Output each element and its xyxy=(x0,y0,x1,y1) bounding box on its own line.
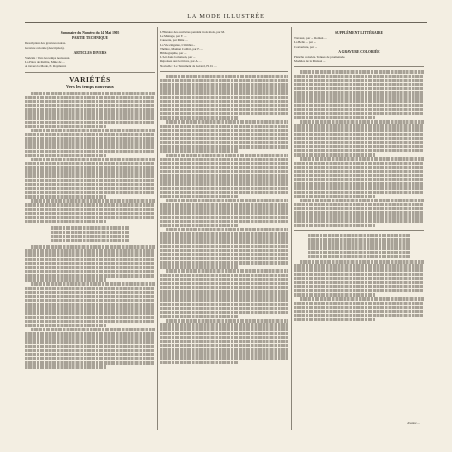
text-line xyxy=(160,340,288,343)
toc-line: Description des gravures noires. xyxy=(25,41,67,46)
text-line xyxy=(294,170,424,173)
text-line xyxy=(25,112,155,115)
text-line xyxy=(294,141,424,144)
text-line xyxy=(308,246,409,249)
text-line xyxy=(25,141,155,144)
text-line xyxy=(160,356,288,359)
text-line xyxy=(160,141,288,144)
text-line xyxy=(160,207,288,210)
text-line xyxy=(160,145,288,148)
text-line xyxy=(294,116,375,119)
text-line xyxy=(300,157,424,160)
column-divider xyxy=(291,27,292,430)
section-rule xyxy=(294,66,424,67)
text-line xyxy=(294,191,424,194)
text-line xyxy=(160,303,288,306)
text-line xyxy=(294,87,424,90)
verse-block xyxy=(51,226,129,242)
text-line xyxy=(25,96,155,99)
text-line xyxy=(51,226,129,229)
text-line xyxy=(160,108,288,111)
text-line xyxy=(294,310,424,313)
text-line xyxy=(294,203,424,206)
text-line xyxy=(160,282,288,285)
text-line xyxy=(166,319,288,322)
text-line xyxy=(294,273,424,276)
text-line xyxy=(160,323,288,326)
text-line xyxy=(25,361,155,364)
text-line xyxy=(160,170,288,173)
toc-heading: Sommaire du Numéro du 14 Mai 1905 xyxy=(60,31,120,35)
text-line xyxy=(160,96,288,99)
text-line xyxy=(31,129,155,132)
text-line xyxy=(166,154,288,157)
text-line xyxy=(25,145,155,148)
text-line xyxy=(31,328,155,331)
text-line xyxy=(160,352,288,355)
text-line xyxy=(160,116,239,119)
text-line xyxy=(25,249,155,252)
text-line xyxy=(25,212,155,215)
toc-section-title: A GRAVURE COLORIÉE xyxy=(338,49,380,54)
text-line xyxy=(25,183,155,186)
text-line xyxy=(294,285,424,288)
text-line xyxy=(25,336,155,339)
text-line xyxy=(25,166,155,169)
text-line xyxy=(25,299,155,302)
text-line xyxy=(25,332,155,335)
text-line xyxy=(25,253,155,256)
text-line xyxy=(160,125,288,128)
text-line xyxy=(160,178,288,181)
text-line xyxy=(294,104,424,107)
toc-line: La Belle ... par ... xyxy=(294,40,317,45)
text-line xyxy=(294,289,424,292)
text-line xyxy=(294,124,424,127)
toc-line: A travers la Mode, E. Raymond. xyxy=(25,64,67,69)
article-body-col1 xyxy=(25,92,155,369)
text-line xyxy=(31,199,155,202)
article-body-col3 xyxy=(294,70,424,321)
text-line xyxy=(25,220,106,223)
text-line xyxy=(166,120,288,123)
text-line xyxy=(160,245,288,248)
text-line xyxy=(160,327,288,330)
text-line xyxy=(25,311,155,314)
text-line xyxy=(294,268,424,271)
toc-line: L'Art dans la maison, par ... xyxy=(160,55,196,60)
text-line xyxy=(160,203,288,206)
text-line xyxy=(31,158,155,161)
text-line xyxy=(160,149,239,152)
text-line xyxy=(294,215,424,218)
text-line xyxy=(25,121,155,124)
text-line xyxy=(25,365,106,368)
text-line xyxy=(25,137,155,140)
text-line xyxy=(294,99,424,102)
text-line xyxy=(160,216,288,219)
article-subtitle: Vers les temps nouveaux xyxy=(66,83,114,89)
text-line xyxy=(25,125,106,128)
text-line xyxy=(160,336,288,339)
text-line xyxy=(25,203,155,206)
text-line xyxy=(294,95,424,98)
text-line xyxy=(25,191,155,194)
text-line xyxy=(294,293,375,296)
text-line xyxy=(160,361,239,364)
text-line xyxy=(25,266,155,269)
text-line xyxy=(294,91,424,94)
text-line xyxy=(25,307,155,310)
page-masthead: LA MODE ILLUSTRÉE xyxy=(187,13,265,20)
toc-line: Travaux, par ... Roman ... xyxy=(294,36,327,41)
column-divider xyxy=(157,27,158,430)
text-line xyxy=(300,70,424,73)
text-line xyxy=(294,133,424,136)
text-line xyxy=(25,262,155,265)
text-line xyxy=(160,104,288,107)
text-line xyxy=(25,287,155,290)
text-line xyxy=(294,112,424,115)
text-line xyxy=(160,265,239,268)
text-line xyxy=(25,278,106,281)
text-line xyxy=(51,235,129,238)
text-line xyxy=(294,174,424,177)
text-line xyxy=(25,316,155,319)
text-line xyxy=(31,92,155,95)
toc-line: Causerie, par Mme ... xyxy=(160,38,188,43)
toc-section-title: PARTIE TECHNIQUE xyxy=(72,36,108,41)
text-line xyxy=(160,290,288,293)
text-line xyxy=(294,306,424,309)
text-line xyxy=(294,186,424,189)
text-line xyxy=(300,297,424,300)
text-line xyxy=(25,133,155,136)
text-line xyxy=(25,216,155,219)
text-line xyxy=(294,79,424,82)
text-line xyxy=(308,234,409,237)
text-line xyxy=(25,345,155,348)
text-line xyxy=(160,332,288,335)
text-line xyxy=(160,344,288,347)
text-line xyxy=(294,145,424,148)
text-line xyxy=(160,182,288,185)
header-rule xyxy=(25,22,427,23)
text-line xyxy=(160,162,288,165)
text-line xyxy=(160,311,288,314)
column-left xyxy=(25,30,155,369)
text-line xyxy=(25,274,155,277)
text-line xyxy=(294,318,375,321)
text-line xyxy=(25,291,155,294)
text-line xyxy=(294,277,424,280)
text-line xyxy=(25,162,155,165)
text-line xyxy=(294,162,424,165)
text-line xyxy=(25,324,106,327)
text-line xyxy=(160,240,288,243)
toc-line: Bibliographie, par ... xyxy=(160,51,187,56)
text-line xyxy=(25,154,106,157)
text-line xyxy=(25,353,155,356)
text-line xyxy=(51,231,129,234)
text-line xyxy=(160,232,288,235)
toc-line: Le Ménage, par F. ... xyxy=(160,34,187,39)
text-line xyxy=(160,261,288,264)
text-line xyxy=(294,207,424,210)
text-line xyxy=(25,208,155,211)
text-line xyxy=(25,270,155,273)
text-line xyxy=(25,195,106,198)
text-line xyxy=(25,340,155,343)
section-rule xyxy=(294,230,424,231)
text-line xyxy=(160,236,288,239)
text-line xyxy=(160,274,288,277)
table-of-contents-middle xyxy=(160,30,288,68)
section-rule xyxy=(160,71,288,72)
text-line xyxy=(160,129,288,132)
text-line xyxy=(25,174,155,177)
author-signature: Jeanne ... xyxy=(407,421,420,425)
text-line xyxy=(308,251,409,254)
text-line xyxy=(25,116,155,119)
toc-section-title: ARTICLES DIVERS xyxy=(73,50,107,55)
text-line xyxy=(160,257,288,260)
text-line xyxy=(25,320,155,323)
toc-line: L'Histoire des ouvrières pendant trois mois, par M. xyxy=(160,30,225,34)
text-line xyxy=(294,178,424,181)
text-line xyxy=(31,282,155,285)
text-line xyxy=(294,128,424,131)
article-title: VARIÉTÉS xyxy=(69,74,111,84)
text-line xyxy=(160,174,288,177)
text-line xyxy=(166,269,288,272)
text-line xyxy=(160,224,239,227)
text-line xyxy=(160,87,288,90)
text-line xyxy=(160,91,288,94)
footnote-block xyxy=(308,234,409,258)
text-line xyxy=(294,149,424,152)
text-line xyxy=(308,242,409,245)
text-line xyxy=(294,153,375,156)
toc-line: Modèles de la Maison ... xyxy=(294,59,326,64)
text-line xyxy=(160,220,288,223)
text-line xyxy=(294,264,424,267)
text-line xyxy=(25,357,155,360)
text-line xyxy=(51,239,129,242)
text-line xyxy=(294,75,424,78)
text-line xyxy=(294,219,424,222)
text-line xyxy=(25,349,155,352)
toc-line: Variétés : Vers les temps nouveaux. xyxy=(25,56,71,61)
text-line xyxy=(160,133,288,136)
text-line xyxy=(160,166,288,169)
text-line xyxy=(308,255,409,258)
toc-line: Réponses aux lectrices, par A. ... xyxy=(160,59,202,64)
text-line xyxy=(300,199,424,202)
toc-line: Gravure coloriée (description). xyxy=(25,45,65,50)
column-right xyxy=(294,30,424,322)
text-line xyxy=(166,228,288,231)
text-line xyxy=(160,187,288,190)
text-line xyxy=(294,314,424,317)
text-line xyxy=(294,281,424,284)
text-line xyxy=(160,294,288,297)
text-line xyxy=(160,158,288,161)
text-line xyxy=(25,295,155,298)
text-line xyxy=(160,211,288,214)
toc-line: Planche coloriée. Tenues de promenade. xyxy=(294,55,346,60)
text-line xyxy=(25,104,155,107)
toc-line: Couverture, par ... xyxy=(294,44,318,49)
text-line xyxy=(160,195,239,198)
text-line xyxy=(160,79,288,82)
text-line xyxy=(25,303,155,306)
text-line xyxy=(166,199,288,202)
text-line xyxy=(294,211,424,214)
text-line xyxy=(308,238,409,241)
text-line xyxy=(294,224,375,227)
section-rule xyxy=(25,72,155,73)
text-line xyxy=(160,278,288,281)
text-line xyxy=(160,253,288,256)
toc-line: Nouvelle : Le Testament de Gérard, H. D. ... xyxy=(160,63,217,68)
text-line xyxy=(160,83,288,86)
text-line xyxy=(160,100,288,103)
text-line xyxy=(300,260,424,263)
text-line xyxy=(25,150,155,153)
column-middle xyxy=(160,30,288,365)
text-line xyxy=(25,179,155,182)
text-line xyxy=(160,249,288,252)
toc-line: La Vie élégante, L'Ombre... xyxy=(160,42,196,47)
text-line xyxy=(160,307,288,310)
text-line xyxy=(25,170,155,173)
toc-line: Théâtre, Maman Colibri, par F. ... xyxy=(160,46,203,51)
text-line xyxy=(294,166,424,169)
text-line xyxy=(31,245,155,248)
text-line xyxy=(294,137,424,140)
text-line xyxy=(294,108,424,111)
text-line xyxy=(160,348,288,351)
text-line xyxy=(294,83,424,86)
table-of-contents-right xyxy=(294,31,424,63)
text-line xyxy=(294,195,375,198)
text-line xyxy=(25,100,155,103)
text-line xyxy=(160,191,288,194)
text-line xyxy=(25,258,155,261)
toc-section-title: SUPPLÉMENT LITTÉRAIRE xyxy=(335,31,383,35)
text-line xyxy=(294,182,424,185)
text-line xyxy=(160,137,288,140)
text-line xyxy=(25,108,155,111)
text-line xyxy=(166,75,288,78)
text-line xyxy=(25,187,155,190)
text-line xyxy=(160,298,288,301)
article-body-col2 xyxy=(160,75,288,364)
text-line xyxy=(294,302,424,305)
text-line xyxy=(160,315,239,318)
table-of-contents-left xyxy=(25,31,155,69)
text-line xyxy=(300,120,424,123)
text-line xyxy=(160,286,288,289)
toc-line: La Pièce de théâtre, Mme de ... xyxy=(25,60,65,65)
text-line xyxy=(160,112,288,115)
